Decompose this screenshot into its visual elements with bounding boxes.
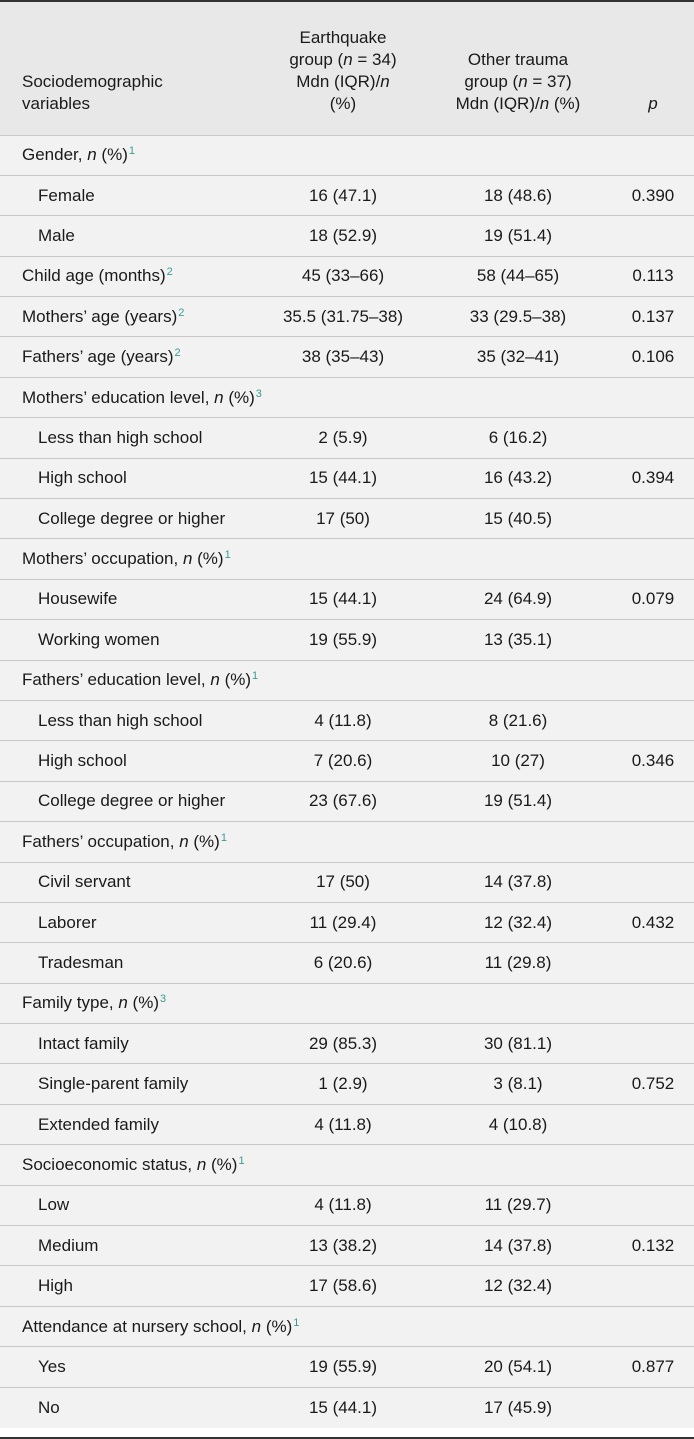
p-value: 0.079 [631,589,675,609]
table-row [0,700,694,740]
section-label: Fathers’ occupation, n (%)$^1$ [22,831,227,851]
section-row-mothers-education [0,377,694,417]
other-trauma-value: 30 (81.1) [483,1033,553,1053]
p-value: 0.106 [631,347,675,367]
row-label: Child age (months)$^2$ [22,266,173,286]
section-label: Attendance at nursery school, n (%)$^1$ [22,1316,300,1336]
earthquake-value: 4 (11.8) [314,1195,372,1215]
header-variables: Sociodemographic variables [22,71,163,113]
section-row-nursery-attendance [0,1306,694,1346]
section-label: Mothers’ education level, n (%)$^3$ [22,387,262,407]
section-label: Fathers’ education level, n (%)$^1$ [22,670,259,690]
earthquake-value: 35.5 (31.75–38) [282,306,404,326]
earthquake-value: 4 (11.8) [314,1114,372,1134]
earthquake-value: 6 (20.6) [313,953,373,972]
other-trauma-value: 4 (10.8) [488,1114,548,1134]
table-row [0,216,694,256]
row-label: Single-parent family [38,1074,189,1094]
p-value [612,216,694,256]
p-value [612,1104,694,1144]
p-value [612,1266,694,1306]
table-row [0,741,694,781]
row-label: High school [38,468,127,488]
p-value [612,1387,694,1427]
table-row [0,1024,694,1064]
p-value: 0.877 [631,1356,675,1376]
row-label: Mothers’ age (years)$^2$ [22,306,185,326]
row-label: Extended family [38,1114,159,1134]
row-label: College degree or higher [38,791,226,811]
section-row-gender [0,135,694,175]
section-label: Socioeconomic status, n (%)$^1$ [22,1154,245,1174]
earthquake-value: 15 (44.1) [308,589,378,609]
other-trauma-value: 3 (8.1) [493,1074,543,1094]
section-label: Gender, n (%)$^1$ [22,145,135,165]
other-trauma-value: 15 (40.5) [483,508,553,528]
earthquake-value: 15 (44.1) [308,468,378,488]
row-label: Female [38,185,95,205]
row-label: Housewife [38,589,118,609]
row-label: Less than high school [38,710,203,730]
p-value [612,620,694,660]
earthquake-value: 45 (33–66) [301,266,385,286]
other-trauma-value: 11 (29.8) [484,953,552,972]
table-row [0,458,694,498]
row-label: Fathers’ age (years)$^2$ [22,347,181,367]
footnote-marker: 1 [220,831,227,844]
earthquake-value: 11 (29.4) [309,912,377,932]
footnote-marker: 1 [128,145,135,158]
table-row [0,1347,694,1387]
p-value [612,862,694,902]
earthquake-value: 4 (11.8) [314,710,372,730]
other-trauma-value: 11 (29.7) [484,1195,552,1215]
section-row-socioeconomic-status [0,1145,694,1185]
row-label: Laborer [38,912,97,932]
section-label: Family type, n (%)$^3$ [22,993,167,1013]
row-label: Intact family [38,1033,129,1053]
earthquake-value: 29 (85.3) [308,1033,378,1053]
other-trauma-value: 14 (37.8) [483,1235,553,1255]
p-value [612,418,694,458]
p-value: 0.132 [631,1235,675,1255]
other-trauma-value: 33 (29.5–38) [469,306,567,326]
earthquake-value: 19 (55.9) [308,1356,378,1376]
p-value: 0.432 [631,912,675,932]
footnote-marker: 1 [224,549,231,562]
other-trauma-value: 6 (16.2) [488,427,548,447]
row-label: Civil servant [38,872,131,892]
p-value: 0.394 [631,468,675,488]
row-label: Working women [38,629,160,649]
table-row [0,902,694,942]
other-trauma-value: 13 (35.1) [483,629,553,649]
p-value [612,781,694,821]
table-row [0,1064,694,1104]
row-label: No [38,1397,60,1417]
table-row [0,418,694,458]
p-value [612,1024,694,1064]
earthquake-value: 17 (50) [316,508,370,528]
footnote-marker: 2 [174,347,181,360]
footnote-marker: 2 [166,266,173,279]
other-trauma-value: 19 (51.4) [483,791,553,811]
row-label: High school [38,751,127,771]
other-trauma-value: 17 (45.9) [483,1397,553,1417]
other-trauma-value: 8 (21.6) [488,710,548,730]
table-row [0,943,694,983]
table-row [0,337,694,377]
table-row [0,862,694,902]
row-label: Medium [38,1235,99,1255]
other-trauma-value: 19 (51.4) [483,225,553,245]
earthquake-value: 7 (20.6) [313,751,373,771]
row-label: Low [38,1195,70,1215]
table-row [0,781,694,821]
earthquake-value: 23 (67.6) [308,791,378,811]
earthquake-value: 19 (55.9) [308,629,378,649]
table-row [0,499,694,539]
footnote-marker: 1 [238,1154,245,1167]
p-value [612,700,694,740]
p-value: 0.346 [631,751,675,771]
other-trauma-value: 12 (32.4) [483,912,553,932]
footnote-marker: 3 [160,993,167,1006]
row-label: Less than high school [38,427,203,447]
other-trauma-value: 10 (27) [491,751,545,771]
table-row [0,1185,694,1225]
earthquake-value: 13 (38.2) [308,1235,378,1255]
p-value [612,499,694,539]
table-row [0,579,694,619]
table-row [0,1226,694,1266]
section-label: Mothers’ occupation, n (%)$^1$ [22,549,231,569]
row-label: High [38,1276,73,1296]
p-value: 0.113 [632,266,674,286]
earthquake-value: 1 (2.9) [318,1074,368,1094]
footnote-marker: 1 [293,1316,300,1329]
table-row [0,620,694,660]
p-value: 0.137 [631,306,675,326]
p-value [612,943,694,983]
earthquake-value: 38 (35–43) [301,347,385,367]
p-value: 0.390 [631,185,675,205]
footnote-marker: 3 [255,387,262,400]
row-label: Yes [38,1356,66,1376]
other-trauma-value: 24 (64.9) [483,589,553,609]
other-trauma-value: 16 (43.2) [483,468,553,488]
other-trauma-value: 14 (37.8) [483,872,553,892]
section-row-mothers-occupation [0,539,694,579]
earthquake-value: 17 (58.6) [308,1276,378,1296]
other-trauma-value: 35 (32–41) [476,347,560,367]
earthquake-value: 15 (44.1) [308,1397,378,1417]
footnote-marker: 1 [252,670,259,683]
row-label: Tradesman [38,953,124,972]
footnote-marker: 2 [178,306,185,319]
earthquake-value: 16 (47.1) [308,185,378,205]
row-label: Male [38,225,75,245]
row-label: College degree or higher [38,508,226,528]
other-trauma-value: 20 (54.1) [483,1356,553,1376]
header-earthquake-group: Earthquake group (n = 34) Mdn (IQR)/n (%) [289,27,397,113]
earthquake-value: 17 (50) [316,872,370,892]
table-row [0,1104,694,1144]
p-value: 0.752 [631,1074,675,1094]
p-value [612,1185,694,1225]
table-row [0,256,694,296]
other-trauma-value: 18 (48.6) [483,185,553,205]
other-trauma-value: 12 (32.4) [483,1276,553,1296]
table-header-row [0,0,694,135]
section-row-family-type [0,983,694,1023]
table-row [0,1266,694,1306]
section-row-fathers-occupation [0,822,694,862]
header-p-value: p [648,93,658,113]
header-other-trauma-group: Other trauma group (n = 37) Mdn (IQR)/n (%) [455,49,581,113]
table-row [0,175,694,215]
top-rule [0,0,694,2]
table-row [0,1387,694,1427]
earthquake-value: 18 (52.9) [308,225,378,245]
section-row-fathers-education [0,660,694,700]
other-trauma-value: 58 (44–65) [476,266,560,286]
table-row [0,297,694,337]
earthquake-value: 2 (5.9) [318,427,368,447]
